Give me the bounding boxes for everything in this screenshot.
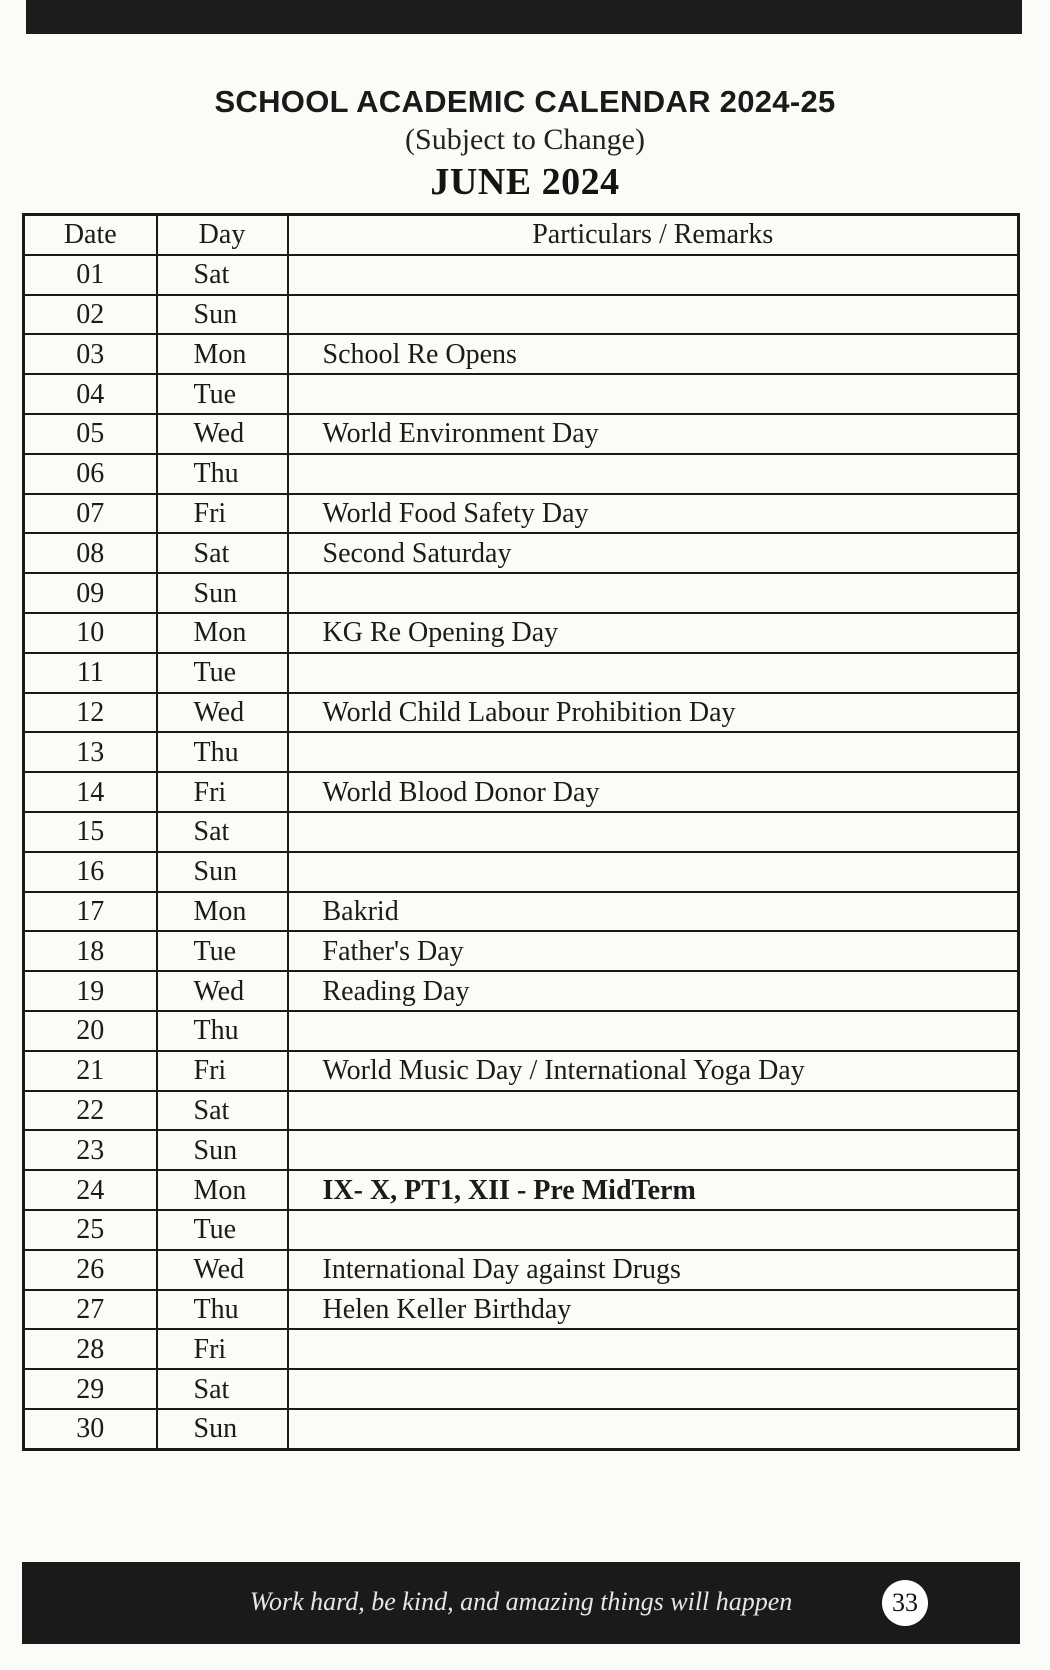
day-cell: Fri (157, 494, 288, 534)
column-header-remarks: Particulars / Remarks (288, 215, 1019, 255)
table-row (24, 1329, 1019, 1369)
remark-cell: Helen Keller Birthday (288, 1290, 1019, 1330)
date-cell: 27 (24, 1290, 157, 1330)
remark-cell (288, 1409, 1019, 1449)
remark-cell: School Re Opens (288, 334, 1019, 374)
column-header-date: Date (24, 215, 157, 255)
date-cell: 16 (24, 852, 157, 892)
table-row (24, 494, 1019, 534)
date-cell: 29 (24, 1369, 157, 1409)
date-cell: 10 (24, 613, 157, 653)
table-row (24, 533, 1019, 573)
remark-cell: IX- X, PT1, XII - Pre MidTerm (288, 1170, 1019, 1210)
day-cell: Sat (157, 812, 288, 852)
date-cell: 22 (24, 1091, 157, 1131)
date-cell: 14 (24, 772, 157, 812)
table-row (24, 454, 1019, 494)
day-cell: Sun (157, 852, 288, 892)
day-cell: Mon (157, 892, 288, 932)
table-row (24, 1369, 1019, 1409)
date-cell: 05 (24, 414, 157, 454)
remark-cell (288, 374, 1019, 414)
remark-cell (288, 812, 1019, 852)
day-cell: Thu (157, 732, 288, 772)
date-cell: 23 (24, 1130, 157, 1170)
calendar-table (22, 213, 1020, 1451)
day-cell: Mon (157, 613, 288, 653)
page-number-badge: 33 (882, 1580, 928, 1626)
date-cell: 07 (24, 494, 157, 534)
remark-cell (288, 295, 1019, 335)
date-cell: 15 (24, 812, 157, 852)
table-row (24, 573, 1019, 613)
remark-cell (288, 573, 1019, 613)
remark-cell (288, 653, 1019, 693)
date-cell: 13 (24, 732, 157, 772)
table-row (24, 295, 1019, 335)
date-cell: 12 (24, 693, 157, 733)
day-cell: Wed (157, 971, 288, 1011)
day-cell: Fri (157, 1329, 288, 1369)
date-cell: 17 (24, 892, 157, 932)
page-title: SCHOOL ACADEMIC CALENDAR 2024-25 (214, 84, 836, 119)
day-cell: Wed (157, 693, 288, 733)
remark-cell (288, 255, 1019, 295)
table-row (24, 1290, 1019, 1330)
remark-cell (288, 732, 1019, 772)
date-cell: 24 (24, 1170, 157, 1210)
date-cell: 11 (24, 653, 157, 693)
table-row (24, 852, 1019, 892)
remark-cell: World Food Safety Day (288, 494, 1019, 534)
month-heading: JUNE 2024 (430, 161, 620, 203)
date-cell: 04 (24, 374, 157, 414)
day-cell: Sun (157, 295, 288, 335)
remark-cell: International Day against Drugs (288, 1250, 1019, 1290)
day-cell: Fri (157, 772, 288, 812)
top-decorative-bar (26, 0, 1022, 34)
day-cell: Wed (157, 1250, 288, 1290)
table-row (24, 971, 1019, 1011)
remark-cell (288, 1210, 1019, 1250)
table-row (24, 1170, 1019, 1210)
table-row (24, 1091, 1019, 1131)
remark-cell: World Child Labour Prohibition Day (288, 693, 1019, 733)
date-cell: 03 (24, 334, 157, 374)
date-cell: 02 (24, 295, 157, 335)
day-cell: Sun (157, 1409, 288, 1449)
day-cell: Fri (157, 1051, 288, 1091)
day-cell: Sun (157, 573, 288, 613)
date-cell: 06 (24, 454, 157, 494)
table-row (24, 1250, 1019, 1290)
date-cell: 19 (24, 971, 157, 1011)
day-cell: Mon (157, 334, 288, 374)
date-cell: 30 (24, 1409, 157, 1449)
day-cell: Tue (157, 374, 288, 414)
day-cell: Sat (157, 1369, 288, 1409)
footer-bar (22, 1562, 1020, 1644)
table-row (24, 1409, 1019, 1449)
date-cell: 01 (24, 255, 157, 295)
day-cell: Sat (157, 533, 288, 573)
remark-cell: World Music Day / International Yoga Day (288, 1051, 1019, 1091)
day-cell: Tue (157, 1210, 288, 1250)
table-row (24, 613, 1019, 653)
table-row (24, 892, 1019, 932)
day-cell: Tue (157, 931, 288, 971)
remark-cell (288, 1011, 1019, 1051)
table-row (24, 931, 1019, 971)
calendar-body (24, 255, 1019, 1449)
remark-cell (288, 1369, 1019, 1409)
table-row (24, 772, 1019, 812)
day-cell: Sat (157, 255, 288, 295)
remark-cell: Father's Day (288, 931, 1019, 971)
day-cell: Sun (157, 1130, 288, 1170)
column-header-day: Day (157, 215, 288, 255)
table-row (24, 732, 1019, 772)
day-cell: Wed (157, 414, 288, 454)
date-cell: 18 (24, 931, 157, 971)
date-cell: 08 (24, 533, 157, 573)
day-cell: Thu (157, 1290, 288, 1330)
remark-cell (288, 852, 1019, 892)
date-cell: 28 (24, 1329, 157, 1369)
date-cell: 21 (24, 1051, 157, 1091)
day-cell: Mon (157, 1170, 288, 1210)
table-header-row (24, 215, 1019, 255)
day-cell: Tue (157, 653, 288, 693)
remark-cell: KG Re Opening Day (288, 613, 1019, 653)
page-header (0, 82, 1050, 206)
day-cell: Thu (157, 1011, 288, 1051)
remark-cell (288, 454, 1019, 494)
table-row (24, 374, 1019, 414)
remark-cell (288, 1329, 1019, 1369)
table-row (24, 653, 1019, 693)
table-row (24, 812, 1019, 852)
table-row (24, 693, 1019, 733)
table-row (24, 414, 1019, 454)
table-row (24, 334, 1019, 374)
remark-cell (288, 1091, 1019, 1131)
table-row (24, 255, 1019, 295)
remark-cell (288, 1130, 1019, 1170)
day-cell: Sat (157, 1091, 288, 1131)
table-row (24, 1011, 1019, 1051)
remark-cell: World Blood Donor Day (288, 772, 1019, 812)
table-row (24, 1210, 1019, 1250)
remark-cell: World Environment Day (288, 414, 1019, 454)
date-cell: 26 (24, 1250, 157, 1290)
date-cell: 25 (24, 1210, 157, 1250)
day-cell: Thu (157, 454, 288, 494)
footer-quote: Work hard, be kind, and amazing things will happen (249, 1587, 793, 1616)
remark-cell: Reading Day (288, 971, 1019, 1011)
remark-cell: Second Saturday (288, 533, 1019, 573)
table-row (24, 1130, 1019, 1170)
page-subtitle: (Subject to Change) (405, 123, 645, 156)
table-row (24, 1051, 1019, 1091)
date-cell: 20 (24, 1011, 157, 1051)
remark-cell: Bakrid (288, 892, 1019, 932)
date-cell: 09 (24, 573, 157, 613)
